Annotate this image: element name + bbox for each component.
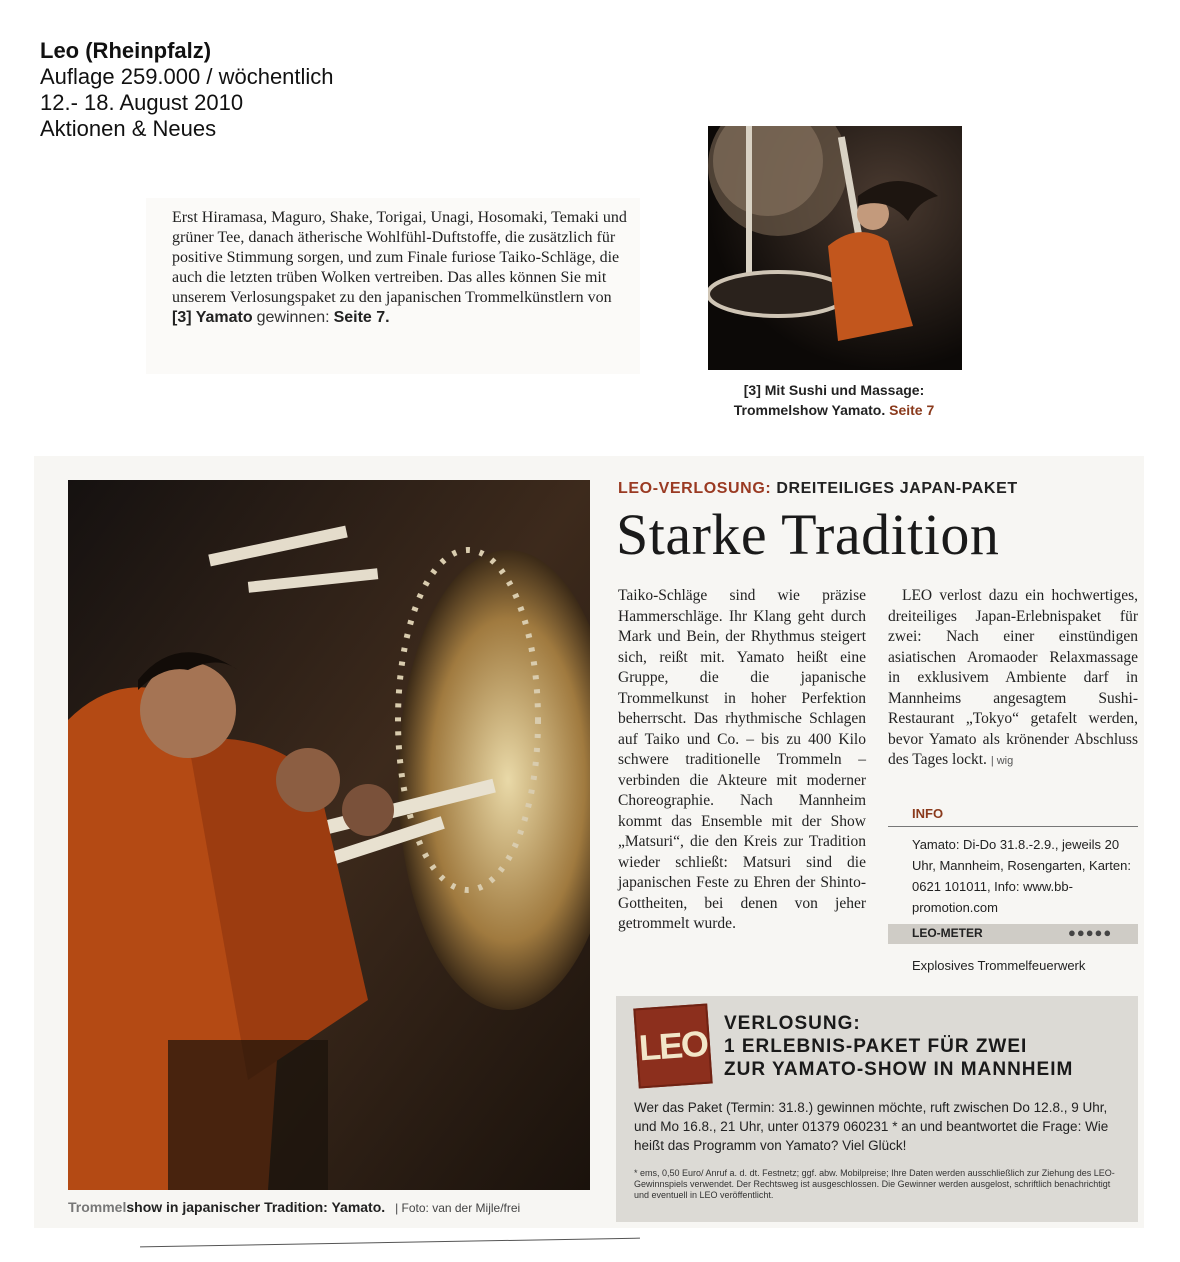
leo-meter-label: LEO-METER xyxy=(912,926,983,940)
info-text: Yamato: Di-Do 31.8.-2.9., jeweils 20 Uhr, Mannheim, Rosengarten, Karten: 0621 101011, Info: www.bb-promotion.com xyxy=(912,837,1131,915)
section-name: Aktionen & Neues xyxy=(40,116,217,141)
teaser-page: Seite 7. xyxy=(333,309,390,326)
teaser-text xyxy=(172,208,628,328)
main-photo-caption xyxy=(68,1198,608,1217)
pen-stroke xyxy=(140,1238,640,1248)
contest-fineprint: * ems, 0,50 Euro/ Anruf a. d. dt. Festnetz; ggf. abw. Mobilpreise; Ihre Daten werden ausschließlich zur Ziehung des LEO-Gewinnspiels verwendet. Der Rechtsweg ist ausgeschlossen. Die Gewinner werden ausgelost, schriftlich benachrichtigt und eventuell in LEO veröffentlicht. xyxy=(634,1168,1115,1200)
contest-line: 1 ERLEBNIS-PAKET FÜR ZWEI xyxy=(724,1036,1028,1057)
teaser-ref: [3] Yamato xyxy=(172,309,253,326)
drummer-image xyxy=(708,126,962,370)
leo-meter-text: Explosives Trommelfeuerwerk xyxy=(912,958,1086,973)
kicker xyxy=(618,480,1018,498)
photo-credit: | Foto: van der Mijle/frei xyxy=(395,1201,521,1215)
caption-text: show in japanischer Tradition: Yamato. xyxy=(126,1199,386,1215)
rating-dots-icon: ●●●●● xyxy=(1068,925,1113,940)
teaser-body: Erst Hiramasa, Maguro, Shake, Torigai, Unagi, Hosomaki, Temaki und grüner Tee, danach ätherische Wohlfühl-Duftstoffe, die zusätzlich für positive Stimmung sorgen, und zum Finale furiose Taiko-Schläge, die auch die letzten trüben Wolken vertreiben. Das alles können Sie mit unserem Verlosungspaket zu den japanischen Trommelkünstlern von xyxy=(172,209,627,306)
contest-line: ZUR YAMATO-SHOW IN MANNHEIM xyxy=(724,1059,1074,1080)
drummer-photo-main xyxy=(68,480,590,1190)
article-column-2 xyxy=(888,586,1138,772)
info-divider xyxy=(888,826,1138,827)
caption-page-ref: Seite 7 xyxy=(889,402,935,418)
contest-headline xyxy=(724,1012,1073,1081)
leo-logo xyxy=(633,1004,712,1089)
issue-date: 12.- 18. August 2010 xyxy=(40,90,244,115)
contest-line: VERLOSUNG: xyxy=(724,1013,861,1034)
author-signature: | wig xyxy=(990,755,1014,767)
article-column-1: Taiko-Schläge sind wie präzise Hammerschläge. Ihr Klang geht durch Mark und Bein, der Rhythmus steigert sich, reißt mit. Yamato heißt eine Gruppe, die die japanische Trommelkunst in hoher Perfektion beherrscht. Das rhythmische Schlagen auf Taiko und Co. – bis zu 400 Kilo schwere traditionelle Trommeln – verbinden die Akteure mit moderner Choreographie. Nach Mannheim kommt das Ensemble mit der Show „Matsuri“, die den Kreis zur Tradition wieder schließt: Matsuri sind die japanischen Feste zu Ehren der Shinto-Gottheiten, bei denen von jeher getrommelt wurde. xyxy=(618,587,866,932)
kicker-text: DREITEILIGES JAPAN-PAKET xyxy=(776,480,1018,497)
teaser-box xyxy=(146,198,640,374)
teaser-win: gewinnen: xyxy=(256,309,330,326)
caption-line: Trommelshow Yamato. xyxy=(733,402,886,418)
publication-name: Leo (Rheinpfalz) xyxy=(40,38,212,63)
drummer-photo-small xyxy=(708,126,962,370)
caption-line: [3] Mit Sushi und Massage: xyxy=(743,382,925,398)
column-2-text: LEO verlost dazu ein hochwertiges, dreiteiliges Japan-Erlebnispaket für zwei: Nach einer einstündigen asiatischen Aromaoder Relaxmassage in exklusivem Ambiente darf in Mannheims angesagtem Sushi-Restaurant „Tokyo“ getafelt werden, bevor Yamato als krönender Abschluss des Tages lockt. xyxy=(888,587,1138,768)
circulation: Auflage 259.000 / wöchentlich xyxy=(40,64,334,89)
headline: Starke Tradition xyxy=(616,502,1000,567)
caption-lead: Trommel xyxy=(68,1199,127,1215)
drummers-image xyxy=(68,480,590,1190)
clipping-header xyxy=(40,38,334,142)
info-label: INFO xyxy=(912,806,944,821)
leo-logo-text: LEO xyxy=(637,1022,709,1069)
kicker-label: LEO-VERLOSUNG: xyxy=(618,480,772,497)
small-photo-caption xyxy=(700,380,968,420)
contest-question: Wer das Paket (Termin: 31.8.) gewinnen möchte, ruft zwischen Do 12.8., 9 Uhr, und Mo 16.8., 21 Uhr, unter 01379 060231 * an und beantwortet die Frage: Wie heißt das Programm von Yamato? Viel Glück! xyxy=(634,1100,1109,1153)
